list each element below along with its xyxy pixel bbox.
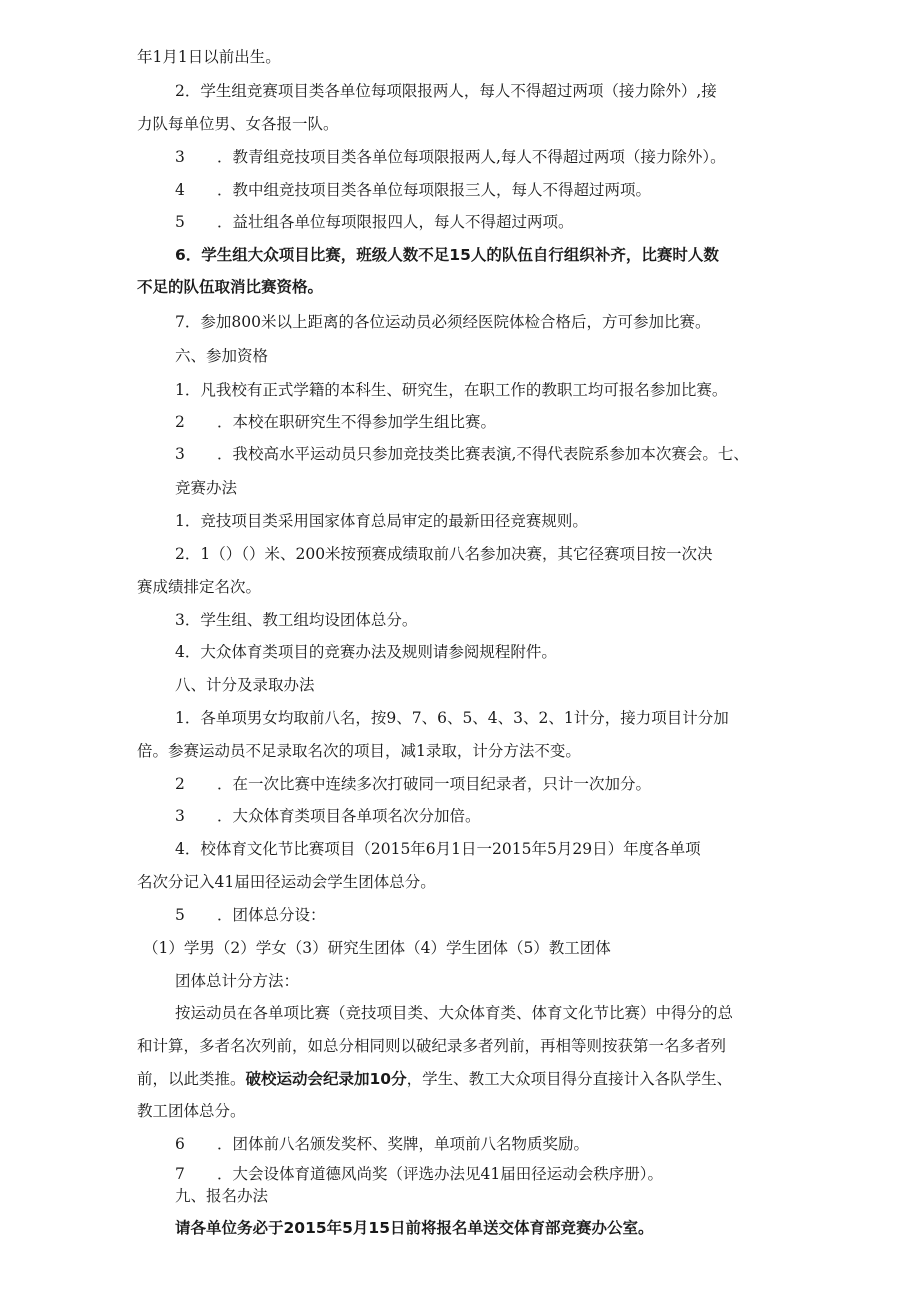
section-heading: 竞赛办法 (175, 479, 238, 497)
bold-emphasis: 破校运动会纪录加10分 (245, 1070, 407, 1088)
item-number: 5 (175, 906, 185, 924)
paragraph-line (175, 905, 326, 925)
paragraph-line: 倍。参赛运动员不足录取名次的项目，减1录取，计分方法不变。 (137, 742, 581, 760)
paragraph-line: 和计算，多者名次列前，如总分相同则以破纪录多者列前，再相等则按获第一名多者列 (137, 1037, 727, 1055)
item-number: 2 (175, 413, 185, 431)
item-text: ．团体前八名颁发奖杯、奖牌，单项前八名物质奖励。 (217, 1135, 590, 1153)
bold-paragraph-line: 不足的队伍取消比赛资格。 (137, 278, 324, 296)
paragraph-line: 名次分记入41届田径运动会学生团体总分。 (137, 873, 436, 891)
paragraph-line (175, 412, 496, 432)
paragraph-line: （1）学男（2）学女（3）研究生团体（4）学生团体（5）教工团体 (143, 939, 611, 957)
paragraph-line: 团体总计分方法： (175, 972, 300, 990)
item-number: 4 (175, 181, 185, 199)
paragraph-line (175, 180, 651, 200)
item-text: ．教中组竞技项目类各单位每项限报三人，每人不得超过两项。 (217, 181, 652, 199)
item-text: ．团体总分设： (217, 906, 326, 924)
paragraph-line: 4．校体育文化节比赛项目（2015年6月1日一2015年5月29日）年度各单项 (175, 840, 701, 858)
item-text: ．教青组竞技项目类各单位每项限报两人,每人不得超过两项（接力除外）。 (217, 148, 726, 166)
paragraph-line: 1．凡我校有正式学籍的本科生、研究生，在职工作的教职工均可报名参加比赛。 (175, 381, 728, 399)
section-heading: 六、参加资格 (175, 347, 269, 365)
paragraph-line: 教工团体总分。 (137, 1102, 246, 1120)
paragraph-line (175, 147, 726, 167)
bold-paragraph-line: 6．学生组大众项目比赛，班级人数不足15人的队伍自行组织补齐，比赛时人数 (175, 246, 719, 264)
paragraph-line: 4．大众体育类项目的竞赛办法及规则请参阅规程附件。 (175, 643, 557, 661)
item-number: 3 (175, 807, 185, 825)
item-text: ．大会设体育道德风尚奖（评选办法见41届田径运动会秩序册）。 (217, 1165, 663, 1183)
section-heading: 八、计分及录取办法 (175, 676, 315, 694)
paragraph-line: 2．1（）（）米、200米按预赛成绩取前八名参加决赛，其它径赛项目按一次决 (175, 545, 713, 563)
bold-paragraph-line: 请各单位务必于2015年5月15日前将报名单送交体育部竞赛办公室。 (175, 1219, 654, 1237)
paragraph-line: 按运动员在各单项比赛（竞技项目类、大众体育类、体育文化节比赛）中得分的总 (175, 1004, 734, 1022)
item-text: ．本校在职研究生不得参加学生组比赛。 (217, 413, 497, 431)
paragraph-line: 1．竞技项目类采用国家体育总局审定的最新田径竞赛规则。 (175, 512, 588, 530)
paragraph-line (175, 1134, 589, 1154)
item-number: 7 (175, 1165, 185, 1183)
item-number: 3 (175, 148, 185, 166)
paragraph-line: 赛成绩排定名次。 (137, 578, 262, 596)
item-text: ．大众体育类项目各单项名次分加倍。 (217, 807, 481, 825)
item-number: 2 (175, 775, 185, 793)
paragraph-line: 力队每单位男、女各报一队。 (137, 115, 339, 133)
section-heading: 九、报名办法 (175, 1187, 269, 1205)
paragraph-line (137, 1069, 732, 1089)
paragraph-line: 2．学生组竞赛项目类各单位每项限报两人，每人不得超过两项（接力除外）,接 (175, 82, 717, 100)
item-number: 6 (175, 1135, 185, 1153)
item-number: 3 (175, 445, 185, 463)
paragraph-line (175, 212, 574, 232)
item-text: 前，以此类推。 (137, 1070, 246, 1088)
paragraph-line: 3．学生组、教工组均设团体总分。 (175, 611, 418, 629)
item-number: 5 (175, 213, 185, 231)
paragraph-line: 7．参加800米以上距离的各位运动员必须经医院体检合格后，方可参加比赛。 (175, 313, 711, 331)
item-text: ．益壮组各单位每项限报四人，每人不得超过两项。 (217, 213, 574, 231)
item-text: ．我校高水平运动员只参加竞技类比赛表演,不得代表院系参加本次赛会。七、 (217, 445, 749, 463)
paragraph-line (175, 774, 651, 794)
paragraph-line: 1．各单项男女均取前八名，按9、7、6、5、4、3、2、1计分，接力项目计分加 (175, 709, 729, 727)
paragraph-line (175, 1164, 663, 1184)
item-text: ，学生、教工大众项目得分直接计入各队学生、 (406, 1070, 733, 1088)
paragraph-line: 年1月1日以前出生。 (137, 48, 281, 66)
paragraph-line (175, 806, 481, 826)
paragraph-line (175, 444, 749, 464)
item-text: ．在一次比赛中连续多次打破同一项目纪录者，只计一次加分。 (217, 775, 652, 793)
